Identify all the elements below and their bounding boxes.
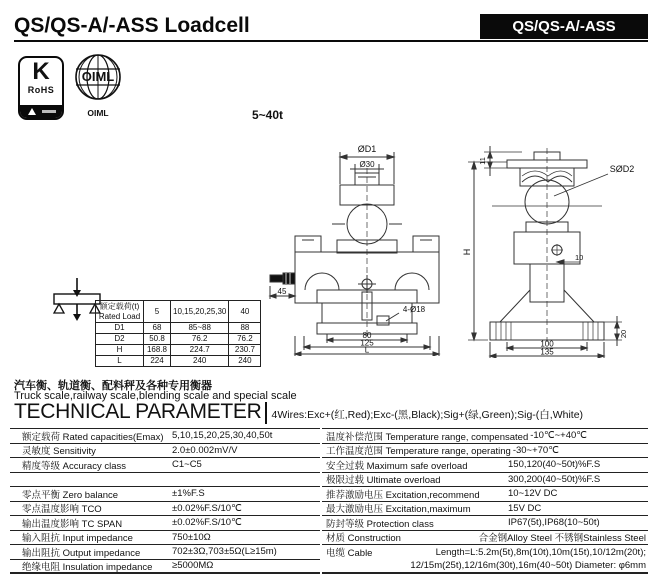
param-label: 推荐激励电压 Excitation,recommend [326, 489, 480, 501]
side-dim-100-label: 100 [540, 339, 554, 349]
capacity-range-label: 5~40t [252, 108, 284, 122]
param-row-ultimate-overload [322, 473, 648, 488]
param-label: 输出阻抗 Output impedance [22, 547, 141, 559]
dim-value: 50.8 [144, 334, 171, 345]
param-label: 额定载荷 Rated capacities(Emax) [22, 431, 164, 443]
capacity-col-2: 10,15,20,25,30 [171, 301, 229, 323]
param-value: ±1%F.S [172, 488, 205, 500]
front-dim-125-label: 125 [360, 338, 374, 348]
dim-value: 230.7 [229, 345, 261, 356]
application-text-en: Truck scale,railway scale,blending scale and special scale [14, 390, 297, 402]
param-row-temp-compensated [322, 429, 648, 444]
dim-value: 224 [144, 356, 171, 367]
param-row-zero-balance [10, 487, 320, 502]
front-view-drawing [262, 140, 454, 356]
param-row-excitation-maximum [322, 502, 648, 517]
krohs-brand-text [42, 110, 56, 113]
param-value: 300,200(40~50t)%F.S [508, 473, 601, 485]
side-dim-20-label: 20 [619, 329, 628, 339]
side-dim-10-label: 10 [575, 253, 584, 262]
param-label: 工作温度范围 Temperature range, operating [326, 446, 511, 458]
side-dim-ball-label: SØD2 [609, 164, 635, 174]
front-dim-cable-label: 45 [277, 287, 287, 296]
capacity-col-1: 5 [144, 301, 171, 323]
side-dim-height-label: H [462, 248, 472, 256]
front-dim-length-label: L [364, 345, 370, 355]
parameter-table-right [322, 428, 648, 574]
param-label: 零点平衡 Zero balance [22, 489, 119, 501]
front-dim-d30-label: Ø30 [359, 160, 375, 169]
param-label: 输出温度影响 TC SPAN [22, 518, 123, 530]
param-value: 15V DC [508, 502, 542, 514]
technical-parameter-heading [14, 400, 583, 424]
capacity-col-3: 40 [229, 301, 261, 323]
rated-load-header [96, 301, 144, 323]
krohs-brand-mark-icon [28, 108, 36, 115]
heading-divider [265, 402, 267, 424]
table-row [96, 356, 261, 367]
table-row [96, 345, 261, 356]
param-label: 电缆 Cable [326, 548, 373, 560]
param-row-empty [10, 473, 320, 488]
param-row-safe-overload [322, 458, 648, 473]
param-label: 极限过载 Ultimate overload [326, 475, 441, 487]
dim-value: 224.7 [171, 345, 229, 356]
dim-value: 240 [171, 356, 229, 367]
param-label: 灵敏度 Sensitivity [22, 446, 96, 458]
dim-name: L [96, 356, 144, 367]
param-value: 10~12V DC [508, 488, 558, 500]
dimension-table [95, 300, 261, 367]
param-label: 防封等级 Protection class [326, 518, 434, 530]
model-badge: QS/QS-A/-ASS [480, 14, 648, 39]
param-value: 5,10,15,20,25,30,40,50t [172, 430, 273, 442]
dimension-table-header-row [96, 301, 261, 323]
krohs-cert-logo [18, 56, 64, 120]
table-row [96, 334, 261, 345]
wires-note: 4Wires:Exc+(红,Red);Exc-(黑,Black);Sig+(绿,Green);Sig-(白,White) [271, 409, 584, 421]
param-label: 绝缘电阻 Insulation impedance [22, 561, 153, 573]
param-row-accuracy-class [10, 458, 320, 473]
oiml-globe-text: OIML [81, 69, 115, 84]
param-value: 合金钢Alloy Steel 不锈钢Stainless Steel [478, 533, 646, 545]
param-value: -10℃~+40℃ [530, 430, 587, 442]
param-row-output-impedance [10, 545, 320, 560]
param-label: 安全过载 Maximum safe overload [326, 460, 468, 472]
param-row-excitation-recommend [322, 487, 648, 502]
param-row-sensitivity [10, 444, 320, 459]
param-value: C1~C5 [172, 459, 202, 471]
param-row-cable [322, 545, 648, 560]
param-row-tco [10, 502, 320, 517]
application-text-zh: 汽车衡、轨道衡、配料秤及各种专用衡器 [14, 380, 212, 392]
side-dim-11-label: 11 [478, 157, 487, 165]
param-value: ≥5000MΩ [172, 560, 214, 572]
page-title: QS/QS-A/-ASS Loadcell [14, 14, 250, 37]
param-value: 750±10Ω [172, 531, 211, 543]
param-value: -30~+70℃ [512, 444, 559, 456]
dim-name: D1 [96, 323, 144, 334]
dim-value: 88 [229, 323, 261, 334]
param-row-construction [322, 531, 648, 546]
rated-load-header-en: Rated Load [98, 311, 141, 321]
dim-value: 76.2 [171, 334, 229, 345]
param-value: IP67(5t),IP68(10~50t) [508, 517, 600, 529]
dim-name: H [96, 345, 144, 356]
param-value: 2.0±0.002mV/V [172, 444, 238, 456]
oiml-cert-logo [72, 52, 124, 118]
param-row-protection-class [322, 516, 648, 531]
parameter-table-left [10, 428, 320, 574]
oiml-caption: OIML [87, 108, 109, 118]
front-dim-holes-label: 4-Ø18 [402, 305, 426, 314]
front-dim-80-label: 80 [362, 331, 372, 340]
rated-load-header-zh: 额定载荷(t) [99, 301, 140, 311]
param-value: 150,120(40~50t)%F.S [508, 459, 601, 471]
dim-value: 68 [144, 323, 171, 334]
param-label: 零点温度影响 TCO [22, 504, 102, 516]
param-row-input-impedance [10, 531, 320, 546]
dim-value: 76.2 [229, 334, 261, 345]
side-view-drawing [462, 142, 644, 358]
side-dim-135-label: 135 [540, 347, 554, 357]
param-value: 12/15m(25t),12/16m(30t),16m(40~50t) Diameter: φ6mm [410, 560, 646, 572]
dim-value: 168.8 [144, 345, 171, 356]
title-underline [14, 40, 648, 42]
param-value: Length=L:5.2m(5t),8m(10t),10m(15t),10/12m(20t); [435, 546, 646, 558]
dim-value: 85~88 [171, 323, 229, 334]
param-label: 精度等级 Accuracy class [22, 460, 126, 472]
table-row [96, 323, 261, 334]
param-label: 材质 Construction [326, 533, 401, 545]
dim-value: 240 [229, 356, 261, 367]
param-value: 702±3Ω,703±5Ω(L≥15m) [172, 546, 277, 558]
front-dim-d1-label: ØD1 [357, 144, 377, 154]
tech-heading-text: TECHNICAL PARAMETER [14, 400, 262, 423]
param-row-temp-operating [322, 444, 648, 459]
oiml-globe-icon [73, 52, 123, 102]
param-value: ±0.02%F.S/10℃ [172, 502, 242, 514]
param-value: ±0.02%F.S/10℃ [172, 517, 242, 529]
param-label: 最大激励电压 Excitation,maximum [326, 504, 471, 516]
krohs-letter: K [32, 58, 50, 85]
krohs-brand-band [20, 105, 62, 118]
param-row-cable-continued [322, 560, 648, 575]
krohs-label: RoHS [27, 85, 55, 95]
param-row-rated-capacities [10, 429, 320, 444]
param-label: 温度补偿范围 Temperature range, compensated [326, 431, 529, 443]
param-label: 输入阻抗 Input impedance [22, 533, 133, 545]
dim-name: D2 [96, 334, 144, 345]
param-row-tc-span [10, 516, 320, 531]
param-row-insulation-impedance [10, 560, 320, 575]
